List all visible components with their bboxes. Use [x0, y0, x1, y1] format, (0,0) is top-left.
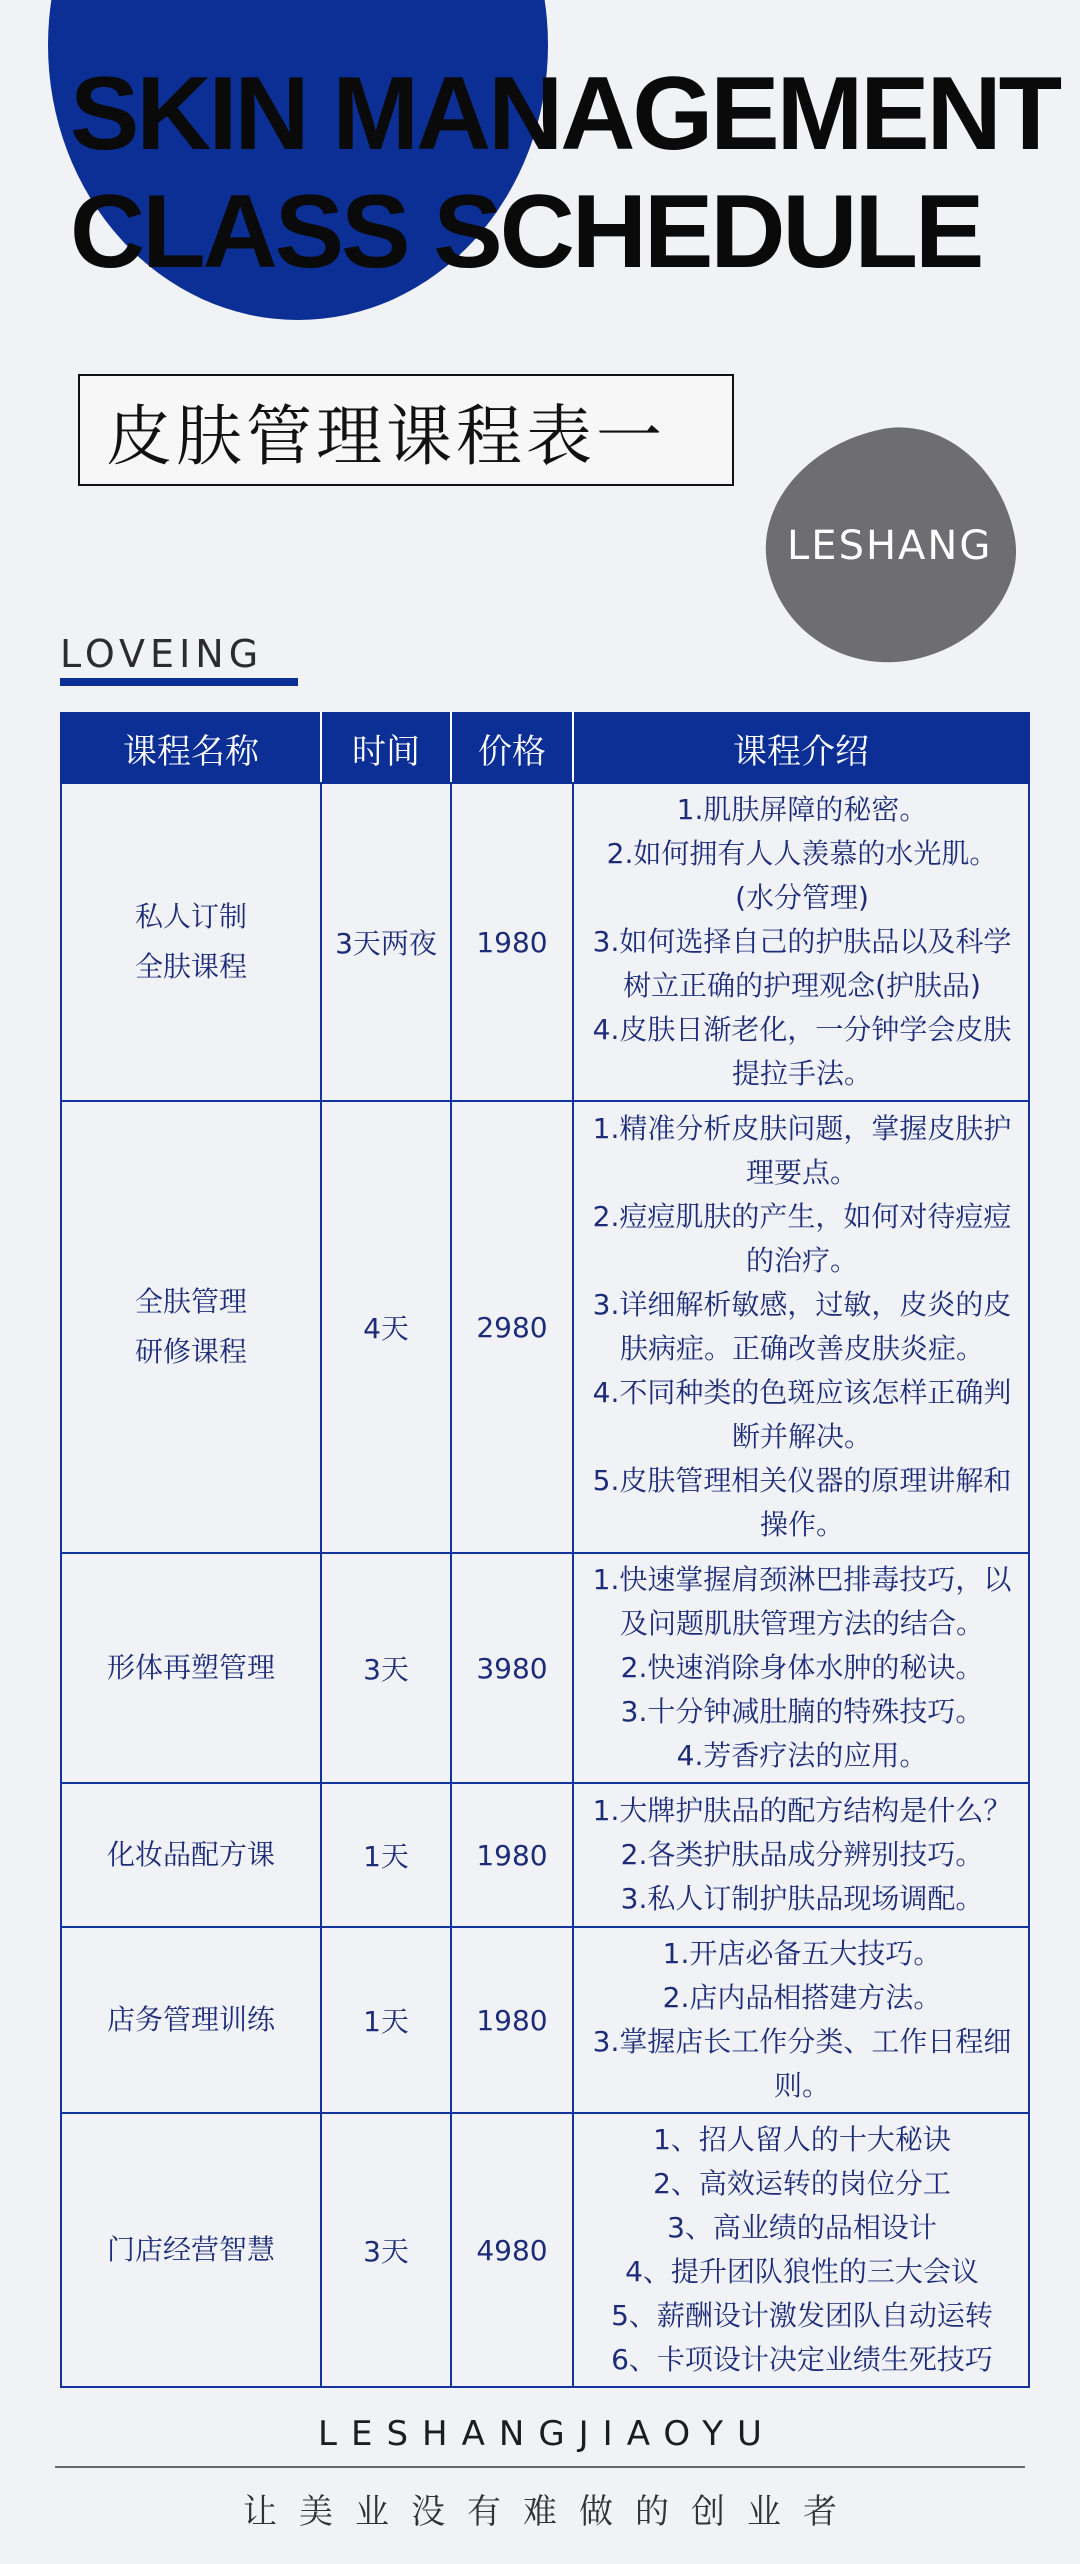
course-name-line: 研修课程 [134, 1335, 247, 1368]
chinese-title: 皮肤管理课程表一 [106, 397, 666, 475]
table-row [61, 1783, 1029, 1927]
description-line: 2.快速消除身体水肿的秘诀。 [620, 1651, 984, 1684]
description-line: 1.大牌护肤品的配方结构是什么？ [592, 1794, 1012, 1827]
description-line: 1.精准分析皮肤问题，掌握皮肤护 [592, 1112, 1012, 1145]
description-line: 3.私人订制护肤品现场调配。 [620, 1882, 984, 1915]
header-description: 课程介绍 [573, 713, 1029, 783]
header-price: 价格 [451, 713, 573, 783]
description-line: 3.如何选择自己的护肤品以及科学 [592, 925, 1012, 958]
description-line: 2、高效运转的岗位分工 [653, 2167, 951, 2200]
course-name-cell [61, 1927, 321, 2113]
description-line: 的治疗。 [745, 1244, 858, 1277]
description-line: 肤病症。正确改善皮肤炎症。 [619, 1332, 984, 1365]
description-line: 2.如何拥有人人羡慕的水光肌。 [606, 837, 998, 870]
footer-slogan: 让美业没有难做的创业者 [243, 2492, 859, 2532]
description-line: 5.皮肤管理相关仪器的原理讲解和 [592, 1464, 1012, 1497]
description-line: 理要点。 [745, 1156, 858, 1189]
course-description-cell [573, 1553, 1029, 1783]
description-line: (水分管理) [735, 881, 869, 914]
table-row [61, 1553, 1029, 1783]
price-cell: 3980 [451, 1553, 573, 1783]
headline-line-2: CLASS SCHEDULE [70, 174, 982, 290]
course-name-cell [61, 783, 321, 1101]
course-name-line: 店务管理训练 [106, 2003, 275, 2036]
description-line: 3、高业绩的品相设计 [667, 2211, 937, 2244]
duration-cell: 1天 [321, 1927, 451, 2113]
brand-logo-text: LESHANG [787, 523, 993, 569]
description-line: 6、卡项设计决定业绩生死技巧 [611, 2343, 993, 2376]
table-header-row [61, 713, 1029, 783]
table-row [61, 1101, 1029, 1553]
table-body [61, 783, 1029, 2387]
duration-cell: 3天两夜 [321, 783, 451, 1101]
description-line: 4.皮肤日渐老化，一分钟学会皮肤 [592, 1013, 1012, 1046]
description-line: 3.详细解析敏感，过敏，皮炎的皮 [592, 1288, 1012, 1321]
duration-cell: 3天 [321, 1553, 451, 1783]
course-name-cell [61, 1783, 321, 1927]
description-line: 5、薪酬设计激发团队自动运转 [611, 2299, 993, 2332]
table-row [61, 2113, 1029, 2387]
description-line: 1.开店必备五大技巧。 [662, 1937, 942, 1970]
course-name-line: 化妆品配方课 [106, 1838, 275, 1871]
description-line: 1.肌肤屏障的秘密。 [676, 793, 928, 826]
description-line: 操作。 [759, 1508, 844, 1541]
headline-line-1: SKIN MANAGEMENT [70, 56, 1060, 172]
course-name-line: 私人订制 [134, 900, 247, 933]
chinese-title-box [78, 374, 734, 486]
section-label: LOVEING [60, 632, 264, 676]
description-line: 3.掌握店长工作分类、工作日程细 [592, 2025, 1012, 2058]
course-description-cell [573, 2113, 1029, 2387]
course-description-cell [573, 783, 1029, 1101]
description-line: 2.痘痘肌肤的产生，如何对待痘痘 [592, 1200, 1012, 1233]
table-row [61, 1927, 1029, 2113]
course-description-cell [573, 1101, 1029, 1553]
description-line: 则。 [773, 2069, 830, 2102]
course-schedule-table [60, 712, 1030, 2388]
description-line: 提拉手法。 [731, 1057, 872, 1090]
footer-divider [55, 2466, 1025, 2468]
description-line: 3.十分钟减肚腩的特殊技巧。 [620, 1695, 984, 1728]
header-duration: 时间 [321, 713, 451, 783]
description-line: 及问题肌肤管理方法的结合。 [619, 1607, 984, 1640]
duration-cell: 1天 [321, 1783, 451, 1927]
brand-logo [745, 407, 1036, 685]
header-course-name: 课程名称 [61, 713, 321, 783]
page-headline [70, 55, 1059, 291]
price-cell: 1980 [451, 1927, 573, 2113]
price-cell: 4980 [451, 2113, 573, 2387]
price-cell: 2980 [451, 1101, 573, 1553]
course-name-cell [61, 1101, 321, 1553]
course-name-cell [61, 1553, 321, 1783]
section-label-underline [60, 678, 298, 686]
course-name-line: 门店经营智慧 [106, 2233, 275, 2266]
description-line: 4.芳香疗法的应用。 [676, 1739, 928, 1772]
price-cell: 1980 [451, 783, 573, 1101]
description-line: 4.不同种类的色斑应该怎样正确判 [592, 1376, 1012, 1409]
course-name-cell [61, 2113, 321, 2387]
course-name-line: 全肤课程 [134, 950, 247, 983]
description-line: 1、招人留人的十大秘诀 [653, 2123, 951, 2156]
description-line: 树立正确的护理观念(护肤品) [623, 969, 981, 1002]
duration-cell: 3天 [321, 2113, 451, 2387]
description-line: 1.快速掌握肩颈淋巴排毒技巧，以 [592, 1563, 1012, 1596]
course-name-line: 形体再塑管理 [106, 1651, 275, 1684]
course-description-cell [573, 1927, 1029, 2113]
description-line: 断并解决。 [731, 1420, 872, 1453]
duration-cell: 4天 [321, 1101, 451, 1553]
table-row [61, 783, 1029, 1101]
course-name-line: 全肤管理 [134, 1285, 247, 1318]
description-line: 4、提升团队狼性的三大会议 [625, 2255, 979, 2288]
course-description-cell [573, 1783, 1029, 1927]
description-line: 2.店内品相搭建方法。 [662, 1981, 942, 2014]
footer-brand: LESHANGJIAOYU [318, 2414, 776, 2454]
price-cell: 1980 [451, 1783, 573, 1927]
description-line: 2.各类护肤品成分辨别技巧。 [620, 1838, 984, 1871]
